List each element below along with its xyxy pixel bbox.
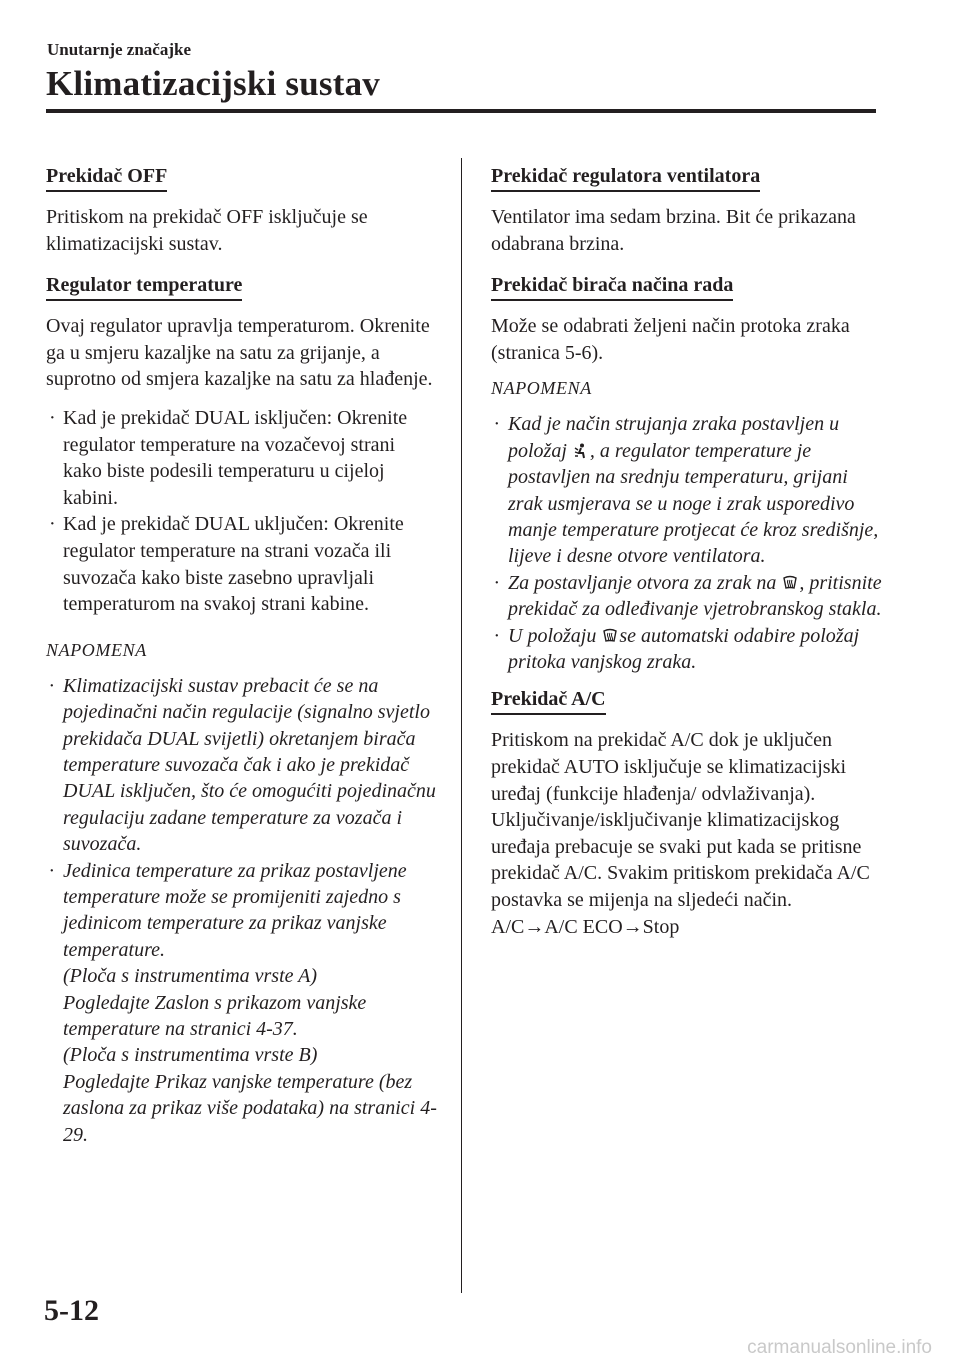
title-rule bbox=[46, 109, 876, 113]
windshield-defrost-icon bbox=[783, 575, 797, 591]
note-heading-right: NAPOMENA bbox=[491, 378, 592, 399]
page-title: Klimatizacijski sustav bbox=[46, 64, 380, 103]
note-heading-left: NAPOMENA bbox=[46, 639, 147, 660]
temp-heading: Regulator temperature bbox=[46, 273, 242, 301]
off-text: Pritiskom na prekidač OFF isključuje se klimatizacijski sustav. bbox=[46, 206, 368, 255]
mode-text: Može se odabrati željeni način protoka zraka (stranica 5-6). bbox=[491, 315, 850, 364]
column-divider bbox=[461, 158, 462, 1293]
temp-bullets bbox=[46, 405, 438, 618]
temp-text: Ovaj regulator upravlja temperaturom. Okrenite ga u smjeru kazaljke na satu za grijanje, a suprotno od smjera kazaljke na satu za hlađenje. bbox=[46, 315, 433, 391]
fan-heading: Prekidač regulatora ventilatora bbox=[491, 164, 760, 192]
note-item: · Za postavljanje otvora za zrak na , pritisnite prekidač za odleđivanje vjetrobranskog stakla. bbox=[494, 571, 882, 621]
note-item: · Klimatizacijski sustav prebacit će se na pojedinačni način regulacije (signalno svjetlo prekidača DUAL svijetli) okretanjem birača temperature suvozača čak i ako je prekidač DUAL isključen, što će omogućiti pojedinačnu regulaciju zadane temperature za vozača i suvozača. bbox=[49, 674, 436, 856]
right-column bbox=[491, 160, 886, 952]
notes-left bbox=[46, 673, 438, 1148]
mode-heading: Prekidač birača načina rada bbox=[491, 273, 733, 301]
fan-text: Ventilator ima sedam brzina. Bit će prikazana odabrana brzina. bbox=[491, 206, 856, 255]
left-column bbox=[46, 160, 438, 1148]
notes-right bbox=[491, 411, 886, 675]
list-item: · Kad je prekidač DUAL isključen: Okrenite regulator temperature na vozačevoj strani kako biste podesili temperaturu u cijeloj kabini. bbox=[49, 406, 408, 509]
off-heading: Prekidač OFF bbox=[46, 164, 167, 192]
list-item: · Kad je prekidač DUAL uključen: Okrenite regulator temperature na strani vozača ili suvozača kako biste zasebno upravljali temperaturom na svakoj strani kabine. bbox=[49, 513, 404, 616]
foot-face-airflow-icon bbox=[574, 443, 588, 459]
page-number: 5-12 bbox=[44, 1294, 99, 1327]
ac-text: Pritiskom na prekidač A/C dok je uključen prekidač AUTO isključuje se klimatizacijski uređaj (funkcije hlađenja/ odvlaživanja). Uključivanje/isključivanje klimatizacijskog uređaja prebacuje se svaki put kada se pritisne prekidač A/C. Svakim pritiskom prekidača A/C postavka se mijenja na sljedeći način. A/C→A/C ECO→Stop bbox=[491, 729, 870, 938]
section-label: Unutarnje značajke bbox=[47, 40, 192, 59]
note-item: · U položaju se automatski odabire položaj pritoka vanjskog zraka. bbox=[494, 624, 860, 674]
windshield-defrost-icon bbox=[603, 628, 617, 644]
ac-heading: Prekidač A/C bbox=[491, 687, 606, 715]
note-item: · Kad je način strujanja zraka postavljen u položaj , a regulator temperature je postavljen na srednju temperaturu, grijani zrak usmjerava se u noge i zrak usporedivo manje temperature protjecat će kroz središnje, lijeve i desne otvore ventilatora. bbox=[494, 413, 879, 568]
watermark: carmanualsonline.info bbox=[747, 1337, 932, 1358]
note-item: · Jedinica temperature za prikaz postavljene temperature može se promijeniti zajedno s jedinicom temperature za prikaz vanjske temperature. (Ploča s instrumentima vrste A) Pogledajte Zaslon s prikazom vanjske temperature na stranici 4-37. (Ploča s instrumentima vrste B) Pogledajte Prikaz vanjske temperature (bez zaslona za prikaz više podataka) na stranici 4-29. bbox=[49, 859, 437, 1146]
